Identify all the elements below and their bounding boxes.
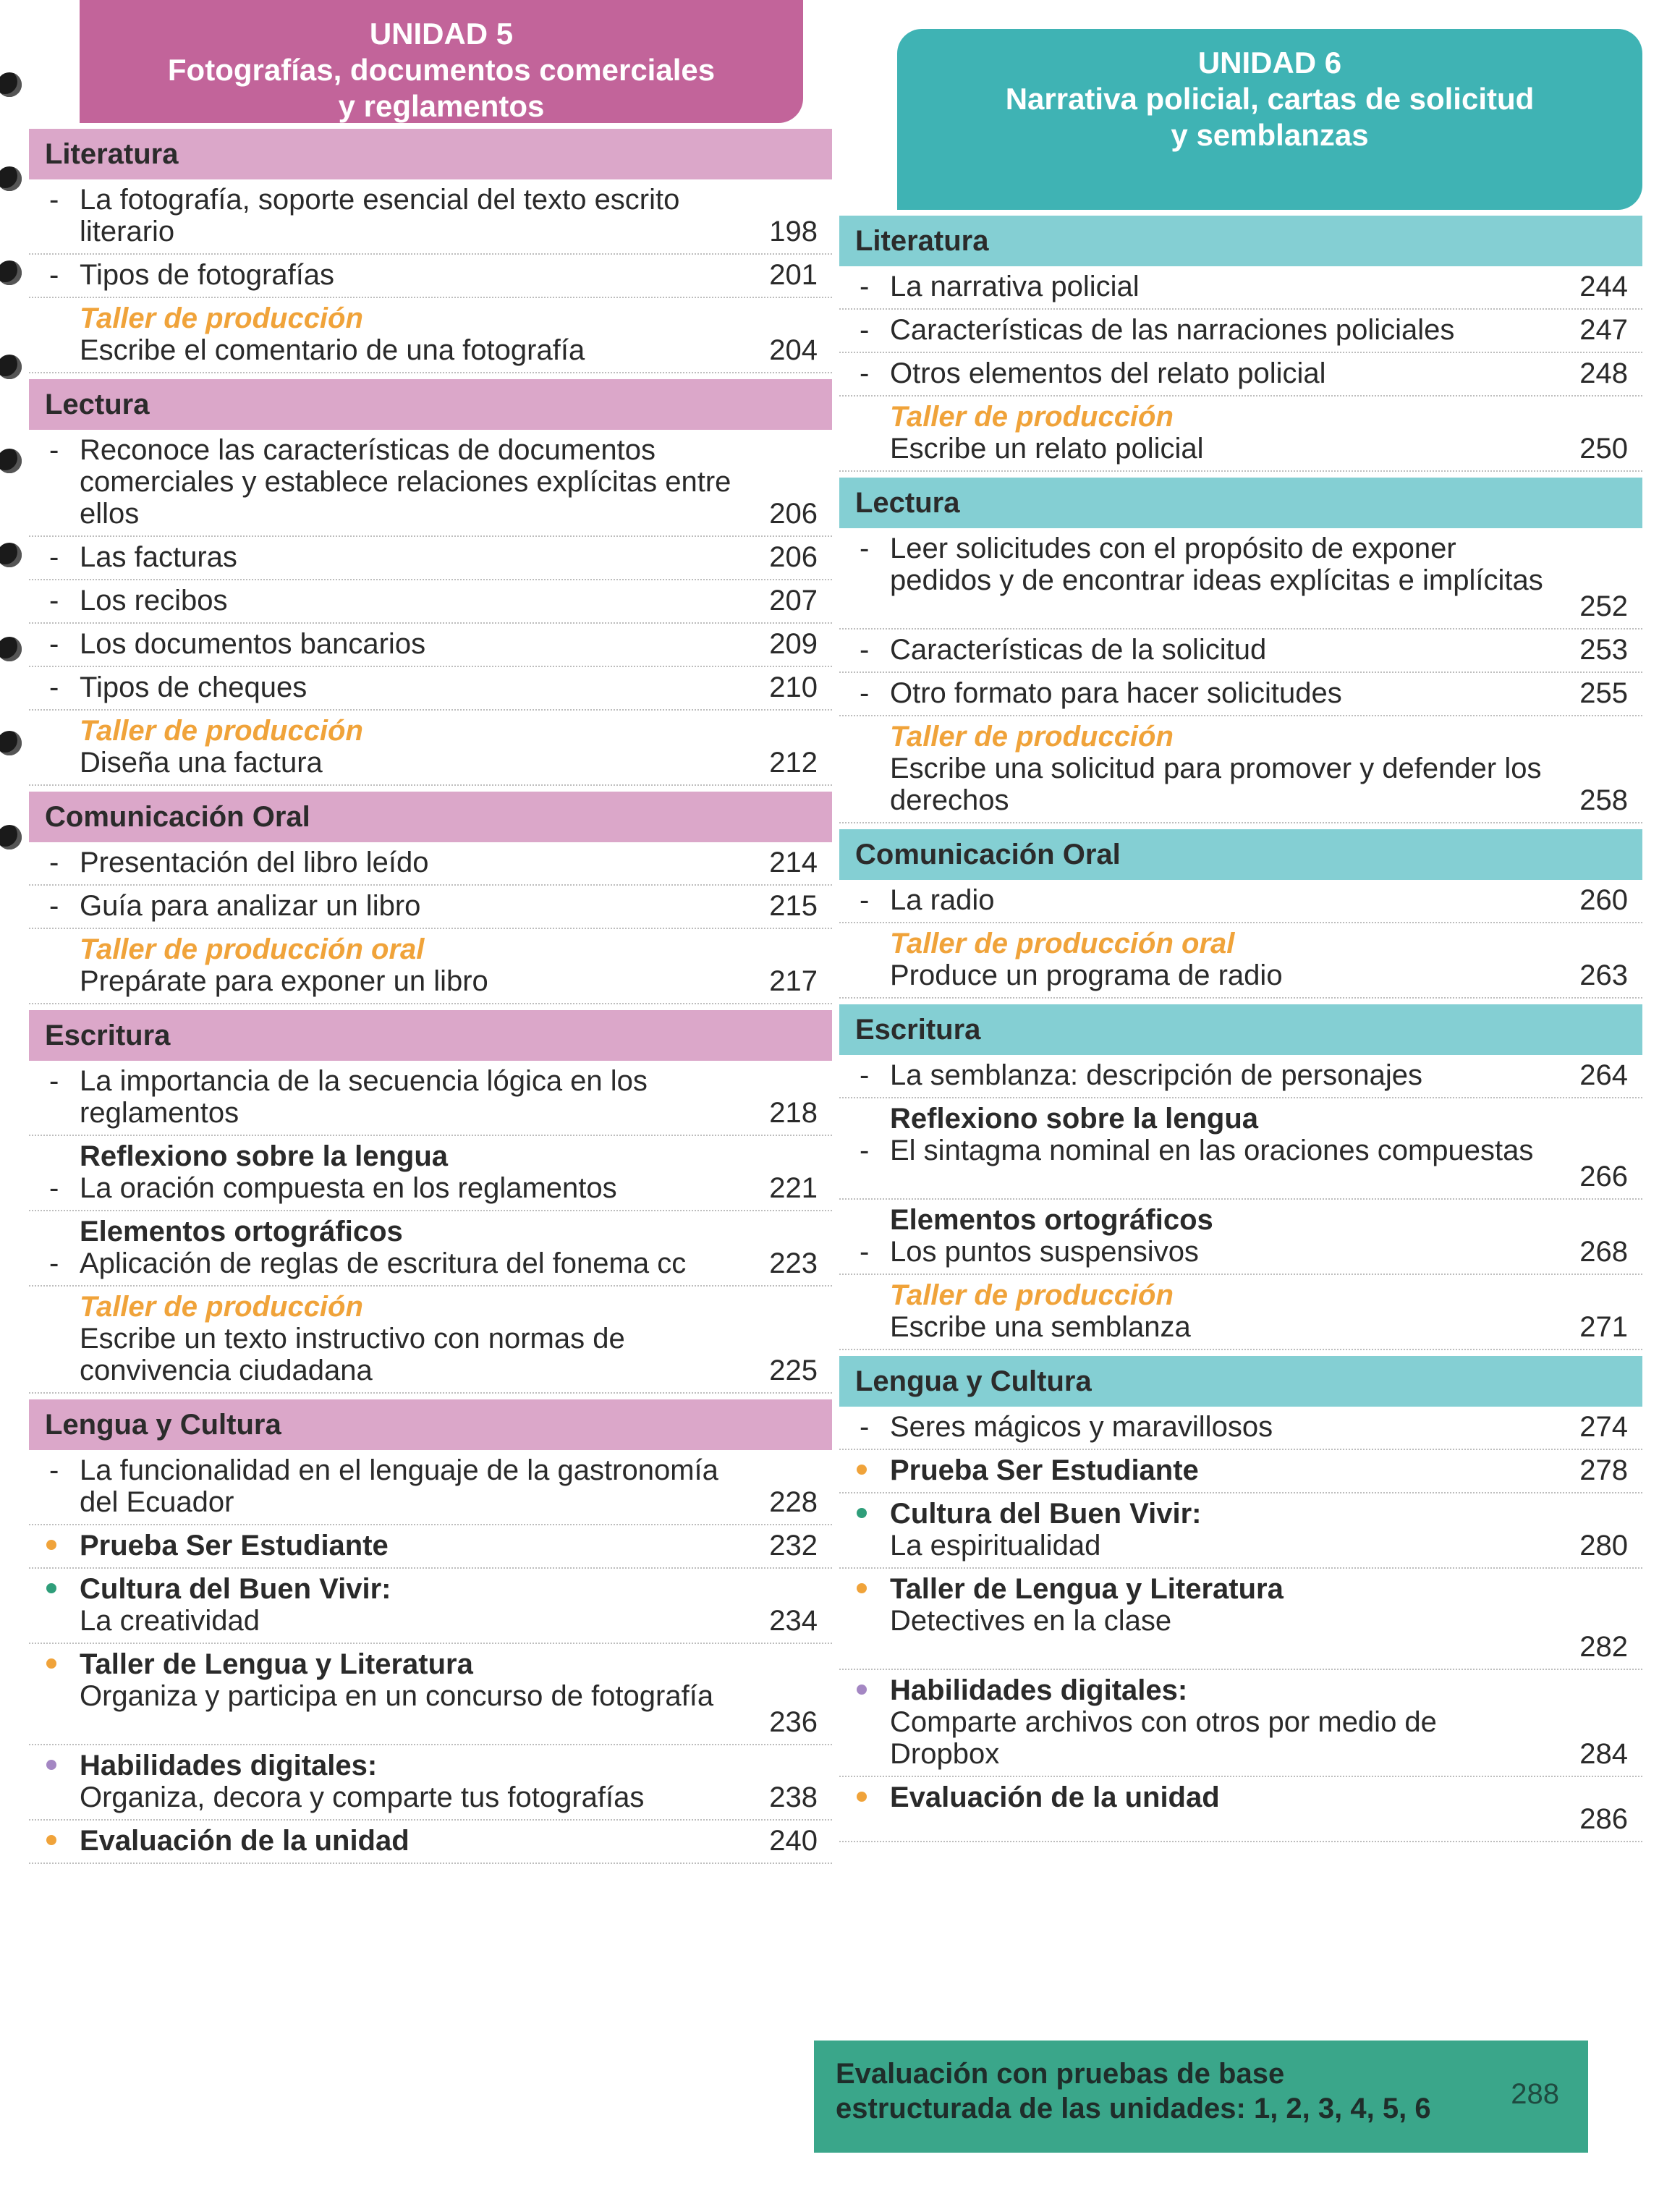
toc-entry[interactable]: - Seres mágicos y maravillosos 274 <box>839 1407 1642 1450</box>
unit6-header <box>897 29 1642 210</box>
page-number: 209 <box>769 628 818 660</box>
toc-entry[interactable]: - La fotografía, soporte esencial del texto escrito literario 198 <box>29 179 832 255</box>
toc-entry-prueba[interactable]: Prueba Ser Estudiante 232 <box>29 1525 832 1569</box>
ring <box>0 166 22 191</box>
orange-bullet-icon <box>46 1540 56 1550</box>
taller-label: Taller de producción <box>80 715 363 747</box>
toc-entry-cultura[interactable]: Cultura del Buen Vivir: La espiritualidad 280 <box>839 1493 1642 1569</box>
unit6-title-line: Narrativa policial, cartas de solicitud <box>1005 82 1535 116</box>
taller-label: Taller de producción <box>80 1291 363 1323</box>
page-number: 274 <box>1579 1411 1628 1443</box>
page-number: 284 <box>1579 1738 1628 1770</box>
page-number: 288 <box>1511 2078 1559 2110</box>
ring <box>0 543 22 567</box>
page-number: 234 <box>769 1605 818 1637</box>
toc-entry-taller[interactable]: Taller de producción oral Prepárate para exponer un libro 217 <box>29 929 832 1004</box>
toc-entry-taller[interactable]: Taller de producción oral Produce un programa de radio 263 <box>839 923 1642 999</box>
unit5-column <box>29 0 832 1864</box>
unit6-column <box>839 0 1642 1842</box>
toc-entry[interactable]: - Tipos de cheques 210 <box>29 667 832 711</box>
toc-entry-taller-lengua[interactable]: Taller de Lengua y Literatura Organiza y participa en un concurso de fotografía 236 <box>29 1644 832 1745</box>
purple-bullet-icon <box>46 1760 56 1770</box>
page-number: 201 <box>769 259 818 291</box>
toc-entry[interactable]: - Otros elementos del relato policial 248 <box>839 353 1642 397</box>
page-number: 255 <box>1579 677 1628 709</box>
toc-entry-taller-lengua[interactable]: Taller de Lengua y Literatura Detectives en la clase 282 <box>839 1569 1642 1670</box>
page-number: 278 <box>1579 1454 1628 1486</box>
page-number: 215 <box>769 890 818 922</box>
ring <box>0 260 22 285</box>
page-number: 240 <box>769 1825 818 1857</box>
unit5-title-line: Fotografías, documentos comerciales <box>167 53 716 87</box>
toc-entry-taller[interactable]: Taller de producción Escribe un relato policial 250 <box>839 397 1642 472</box>
toc-entry[interactable]: - Tipos de fotografías 201 <box>29 255 832 298</box>
green-bullet-icon <box>46 1583 56 1593</box>
toc-entry-taller[interactable]: Taller de producción Escribe el comentario de una fotografía 204 <box>29 298 832 373</box>
unit5-title-line: y reglamentos <box>338 89 545 123</box>
section-lectura: Lectura <box>29 379 832 430</box>
toc-entry-habilidades[interactable]: Habilidades digitales: Organiza, decora y comparte tus fotografías 238 <box>29 1745 832 1821</box>
toc-entry-taller[interactable]: Taller de producción Escribe una semblanza 271 <box>839 1275 1642 1350</box>
page-number: 271 <box>1579 1311 1628 1343</box>
page-number: 206 <box>769 498 818 530</box>
toc-entry-taller[interactable]: Taller de producción Diseña una factura 212 <box>29 711 832 786</box>
section-comunicacion-oral: Comunicación Oral <box>29 792 832 842</box>
page-number: 207 <box>769 585 818 616</box>
toc-entry-elementos[interactable]: Elementos ortográficos - Aplicación de reglas de escritura del fonema cc 223 <box>29 1211 832 1287</box>
unit6-number: UNIDAD 6 <box>1197 46 1342 80</box>
page-number: 264 <box>1579 1059 1628 1091</box>
toc-entry-evaluacion[interactable]: Evaluación de la unidad 286 <box>839 1777 1642 1842</box>
section-lengua-cultura: Lengua y Cultura <box>839 1356 1642 1407</box>
toc-entry[interactable]: - Otro formato para hacer solicitudes 255 <box>839 673 1642 716</box>
final-evaluation-line: Evaluación con pruebas de base <box>836 2058 1285 2090</box>
ring <box>0 637 22 661</box>
toc-entry[interactable]: - La radio 260 <box>839 880 1642 923</box>
toc-entry-cultura[interactable]: Cultura del Buen Vivir: La creatividad 234 <box>29 1569 832 1644</box>
page-number: 244 <box>1579 271 1628 302</box>
toc-entry-elementos[interactable]: Elementos ortográficos - Los puntos suspensivos 268 <box>839 1200 1642 1275</box>
orange-bullet-icon <box>857 1583 867 1593</box>
page-number: 210 <box>769 671 818 703</box>
taller-label: Taller de producción <box>80 302 363 334</box>
taller-label: Taller de producción <box>890 401 1174 433</box>
page-number: 252 <box>1579 590 1628 622</box>
page-number: 206 <box>769 541 818 573</box>
page-number: 253 <box>1579 634 1628 666</box>
orange-bullet-icon <box>46 1658 56 1669</box>
page-number: 204 <box>769 334 818 366</box>
page-number: 247 <box>1579 314 1628 346</box>
section-escritura: Escritura <box>839 1004 1642 1055</box>
page-number: 214 <box>769 847 818 878</box>
page-number: 238 <box>769 1781 818 1813</box>
toc-entry-taller[interactable]: Taller de producción Escribe un texto instructivo con normas de convivencia ciudadana 225 <box>29 1287 832 1394</box>
section-literatura: Literatura <box>29 129 832 179</box>
taller-label: Taller de producción <box>890 1279 1174 1311</box>
page-number: 218 <box>769 1097 818 1129</box>
toc-entry[interactable]: - Características de las narraciones policiales 247 <box>839 310 1642 353</box>
section-comunicacion-oral: Comunicación Oral <box>839 829 1642 880</box>
page-number: 282 <box>1579 1631 1628 1663</box>
toc-entry[interactable]: - Reconoce las características de documentos comerciales y establece relaciones explícitas entre ellos 206 <box>29 430 832 537</box>
taller-label: Taller de producción oral <box>890 928 1235 959</box>
page-number: 280 <box>1579 1530 1628 1561</box>
section-lectura: Lectura <box>839 478 1642 528</box>
page-number: 248 <box>1579 357 1628 389</box>
taller-label: Taller de producción <box>890 721 1174 753</box>
unit5-header <box>80 0 803 123</box>
taller-label: Taller de producción oral <box>80 933 425 965</box>
page-number: 268 <box>1579 1236 1628 1268</box>
orange-bullet-icon <box>857 1465 867 1475</box>
page-number: 286 <box>1579 1803 1628 1835</box>
toc-entry[interactable]: - La funcionalidad en el lenguaje de la gastronomía del Ecuador 228 <box>29 1450 832 1525</box>
unit6-title-line: y semblanzas <box>1171 118 1369 152</box>
page-number: 223 <box>769 1247 818 1279</box>
page-number: 263 <box>1579 959 1628 991</box>
page-number: 236 <box>769 1706 818 1738</box>
ring <box>0 72 22 97</box>
toc-entry-reflexiono[interactable]: Reflexiono sobre la lengua - El sintagma nominal en las oraciones compuestas 266 <box>839 1098 1642 1200</box>
final-evaluation-box[interactable] <box>814 2041 1588 2153</box>
toc-entry[interactable]: - Los recibos 207 <box>29 580 832 624</box>
section-literatura: Literatura <box>839 216 1642 266</box>
toc-entry-evaluacion[interactable]: Evaluación de la unidad 240 <box>29 1821 832 1864</box>
toc-entry-prueba[interactable]: Prueba Ser Estudiante 278 <box>839 1450 1642 1493</box>
ring <box>0 731 22 755</box>
unit5-number: UNIDAD 5 <box>369 17 514 51</box>
subsection-heading: Elementos ortográficos <box>890 1204 1213 1236</box>
toc-entry[interactable]: - Presentación del libro leído 214 <box>29 842 832 886</box>
page-number: 221 <box>769 1172 818 1204</box>
section-escritura: Escritura <box>29 1010 832 1061</box>
orange-bullet-icon <box>857 1792 867 1802</box>
orange-bullet-icon <box>46 1835 56 1845</box>
toc-entry[interactable]: - Las facturas 206 <box>29 537 832 580</box>
toc-entry[interactable]: - La narrativa policial 244 <box>839 266 1642 310</box>
toc-entry-reflexiono[interactable]: Reflexiono sobre la lengua - La oración compuesta en los reglamentos 221 <box>29 1136 832 1211</box>
toc-entry-taller[interactable]: Taller de producción Escribe una solicitud para promover y defender los derechos 258 <box>839 716 1642 823</box>
page-number: 266 <box>1579 1161 1628 1192</box>
purple-bullet-icon <box>857 1685 867 1695</box>
page-number: 250 <box>1579 433 1628 465</box>
page-number: 217 <box>769 965 818 997</box>
final-evaluation-line: estructurada de las unidades: 1, 2, 3, 4, 5, 6 <box>836 2093 1431 2124</box>
subsection-heading: Reflexiono sobre la lengua <box>80 1140 449 1172</box>
page-number: 228 <box>769 1486 818 1518</box>
ring <box>0 449 22 473</box>
page-number: 212 <box>769 747 818 779</box>
page-number: 260 <box>1579 884 1628 916</box>
toc-entry[interactable]: - La importancia de la secuencia lógica en los reglamentos 218 <box>29 1061 832 1136</box>
toc-entry-habilidades[interactable]: Habilidades digitales: Comparte archivos con otros por medio de Dropbox 284 <box>839 1670 1642 1777</box>
subsection-heading: Reflexiono sobre la lengua <box>890 1103 1259 1135</box>
toc-entry[interactable]: - La semblanza: descripción de personajes 264 <box>839 1055 1642 1098</box>
toc-entry[interactable]: - Los documentos bancarios 209 <box>29 624 832 667</box>
subsection-heading: Elementos ortográficos <box>80 1216 403 1247</box>
spiral-binding <box>0 43 29 984</box>
page-number: 258 <box>1579 784 1628 816</box>
green-bullet-icon <box>857 1508 867 1518</box>
toc-entry[interactable]: - Leer solicitudes con el propósito de exponer pedidos y de encontrar ideas explícitas e implícitas 252 <box>839 528 1642 630</box>
section-lengua-cultura: Lengua y Cultura <box>29 1399 832 1450</box>
page-number: 198 <box>769 216 818 247</box>
toc-entry[interactable]: - Guía para analizar un libro 215 <box>29 886 832 929</box>
page-number: 225 <box>769 1355 818 1386</box>
ring <box>0 825 22 849</box>
page-number: 232 <box>769 1530 818 1561</box>
ring <box>0 355 22 379</box>
toc-entry[interactable]: - Características de la solicitud 253 <box>839 630 1642 673</box>
